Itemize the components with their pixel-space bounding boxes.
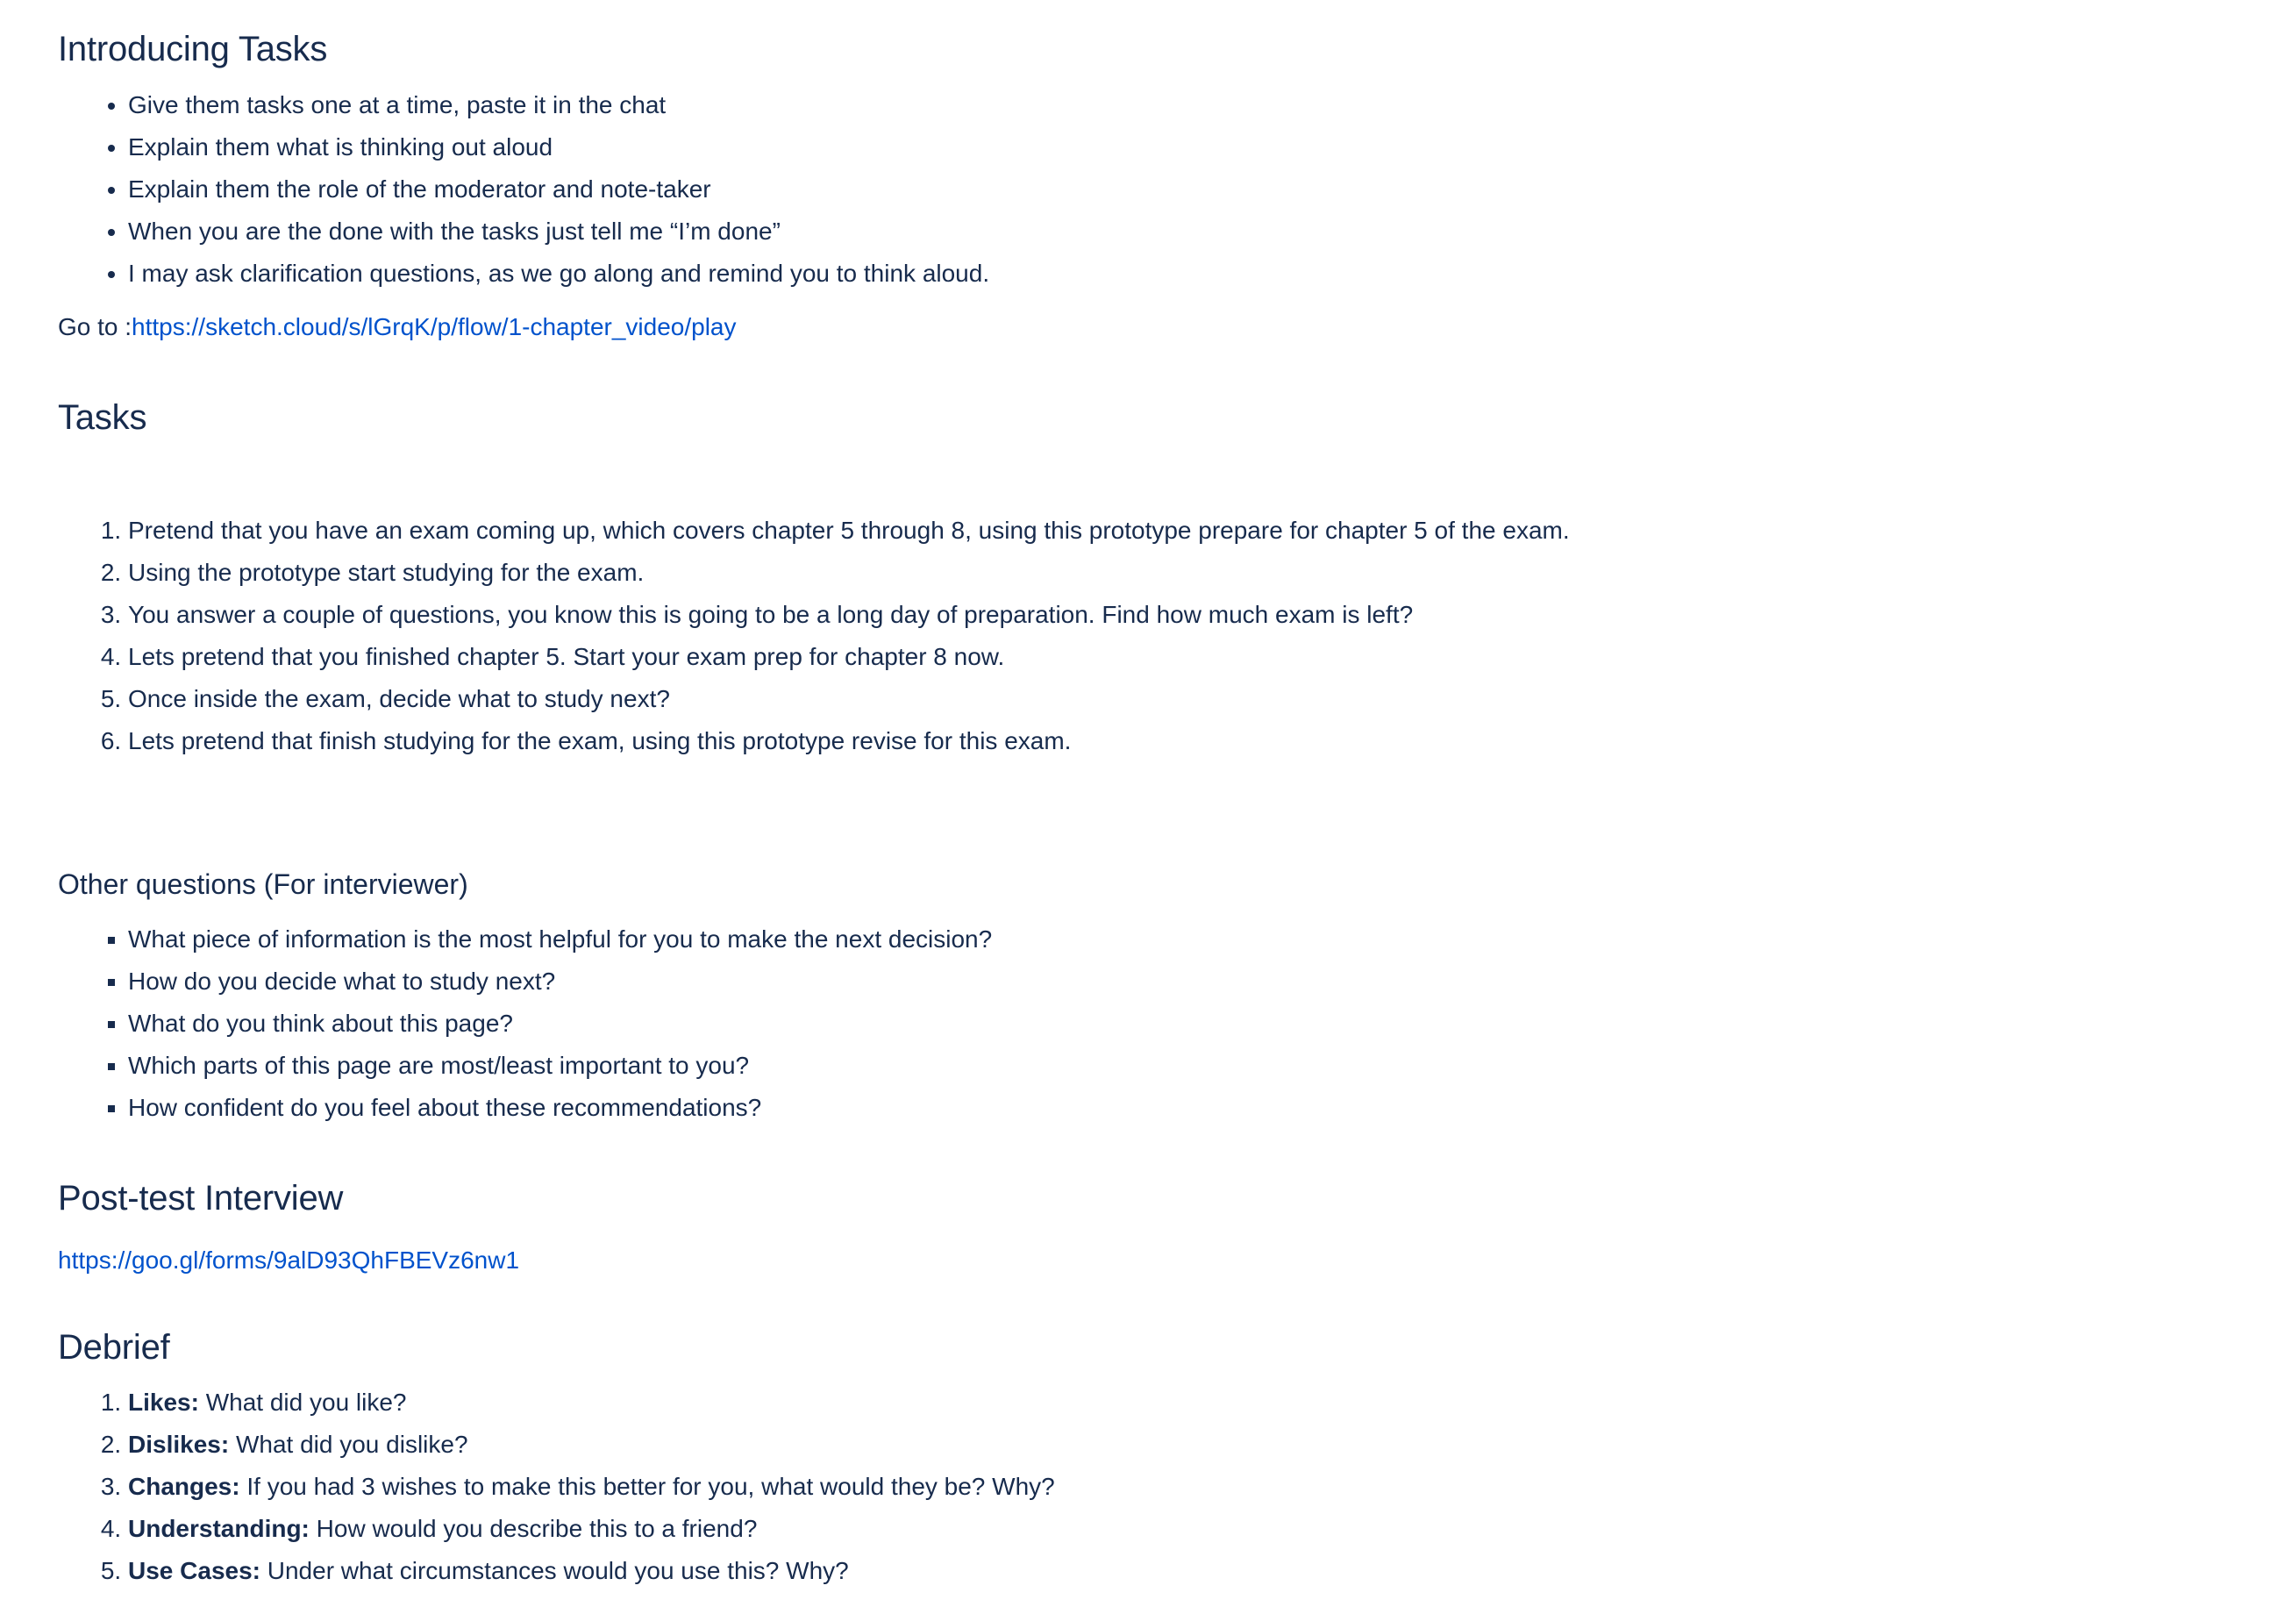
tasks-list xyxy=(58,510,2233,762)
list-item xyxy=(128,1382,2233,1424)
list-item: 6. Lets pretend that finish studying for the exam, using this prototype revise for this exam. xyxy=(128,720,2233,762)
intro-heading: Introducing Tasks xyxy=(58,30,328,68)
list-item xyxy=(128,1550,2233,1592)
post-test-form-link[interactable]: https://goo.gl/forms/9alD93QhFBEVz6nw1 xyxy=(58,1246,520,1274)
debrief-label: Understanding: xyxy=(128,1515,310,1542)
list-item: ▪ How do you decide what to study next? xyxy=(128,961,2233,1003)
debrief-text: What did you dislike? xyxy=(229,1431,468,1458)
other-questions-heading: Other questions (For interviewer) xyxy=(58,868,468,900)
list-item xyxy=(128,1424,2233,1466)
debrief-heading: Debrief xyxy=(58,1328,170,1367)
list-item: ▪ How confident do you feel about these recommendations? xyxy=(128,1087,2233,1129)
debrief-text: What did you like? xyxy=(198,1389,407,1416)
list-item: • Explain them the role of the moderator and note-taker xyxy=(128,168,2233,211)
list-item: • I may ask clarification questions, as we go along and remind you to think aloud. xyxy=(128,253,2233,295)
debrief-label: Likes: xyxy=(128,1389,199,1416)
list-item: 5. Once inside the exam, decide what to study next? xyxy=(128,678,2233,720)
list-item xyxy=(128,1466,2233,1508)
post-test-paragraph xyxy=(58,1239,2233,1282)
debrief-text: If you had 3 wishes to make this better for you, what would they be? Why? xyxy=(239,1473,1055,1500)
list-item: ▪ Which parts of this page are most/least important to you? xyxy=(128,1045,2233,1087)
list-item: 2. Using the prototype start studying for the exam. xyxy=(128,552,2233,594)
list-item: • When you are the done with the tasks just tell me “I’m done” xyxy=(128,211,2233,253)
list-item: 4. Lets pretend that you finished chapter 5. Start your exam prep for chapter 8 now. xyxy=(128,636,2233,678)
debrief-text: Under what circumstances would you use this? Why? xyxy=(260,1557,849,1584)
list-item: • Give them tasks one at a time, paste it in the chat xyxy=(128,84,2233,126)
debrief-label: Dislikes: xyxy=(128,1431,230,1458)
goto-label: Go to : xyxy=(58,313,132,340)
other-questions-list xyxy=(58,918,2233,1129)
tasks-heading: Tasks xyxy=(58,398,147,437)
list-item: ▪ What piece of information is the most helpful for you to make the next decision? xyxy=(128,918,2233,961)
debrief-text: How would you describe this to a friend? xyxy=(309,1515,758,1542)
debrief-list xyxy=(58,1382,2233,1592)
goto-paragraph xyxy=(58,306,2233,348)
list-item: ▪ What do you think about this page? xyxy=(128,1003,2233,1045)
debrief-label: Use Cases: xyxy=(128,1557,260,1584)
intro-list xyxy=(58,84,2233,295)
list-item xyxy=(128,1508,2233,1550)
debrief-label: Changes: xyxy=(128,1473,240,1500)
prototype-link[interactable]: https://sketch.cloud/s/lGrqK/p/flow/1-chapter_video/play xyxy=(132,313,737,340)
post-test-heading: Post-test Interview xyxy=(58,1179,344,1218)
list-item: 1. Pretend that you have an exam coming up, which covers chapter 5 through 8, using this prototype prepare for chapter 5 of the exam. xyxy=(128,510,2233,552)
list-item: 3. You answer a couple of questions, you know this is going to be a long day of preparation. Find how much exam is left? xyxy=(128,594,2233,636)
list-item: • Explain them what is thinking out aloud xyxy=(128,126,2233,168)
